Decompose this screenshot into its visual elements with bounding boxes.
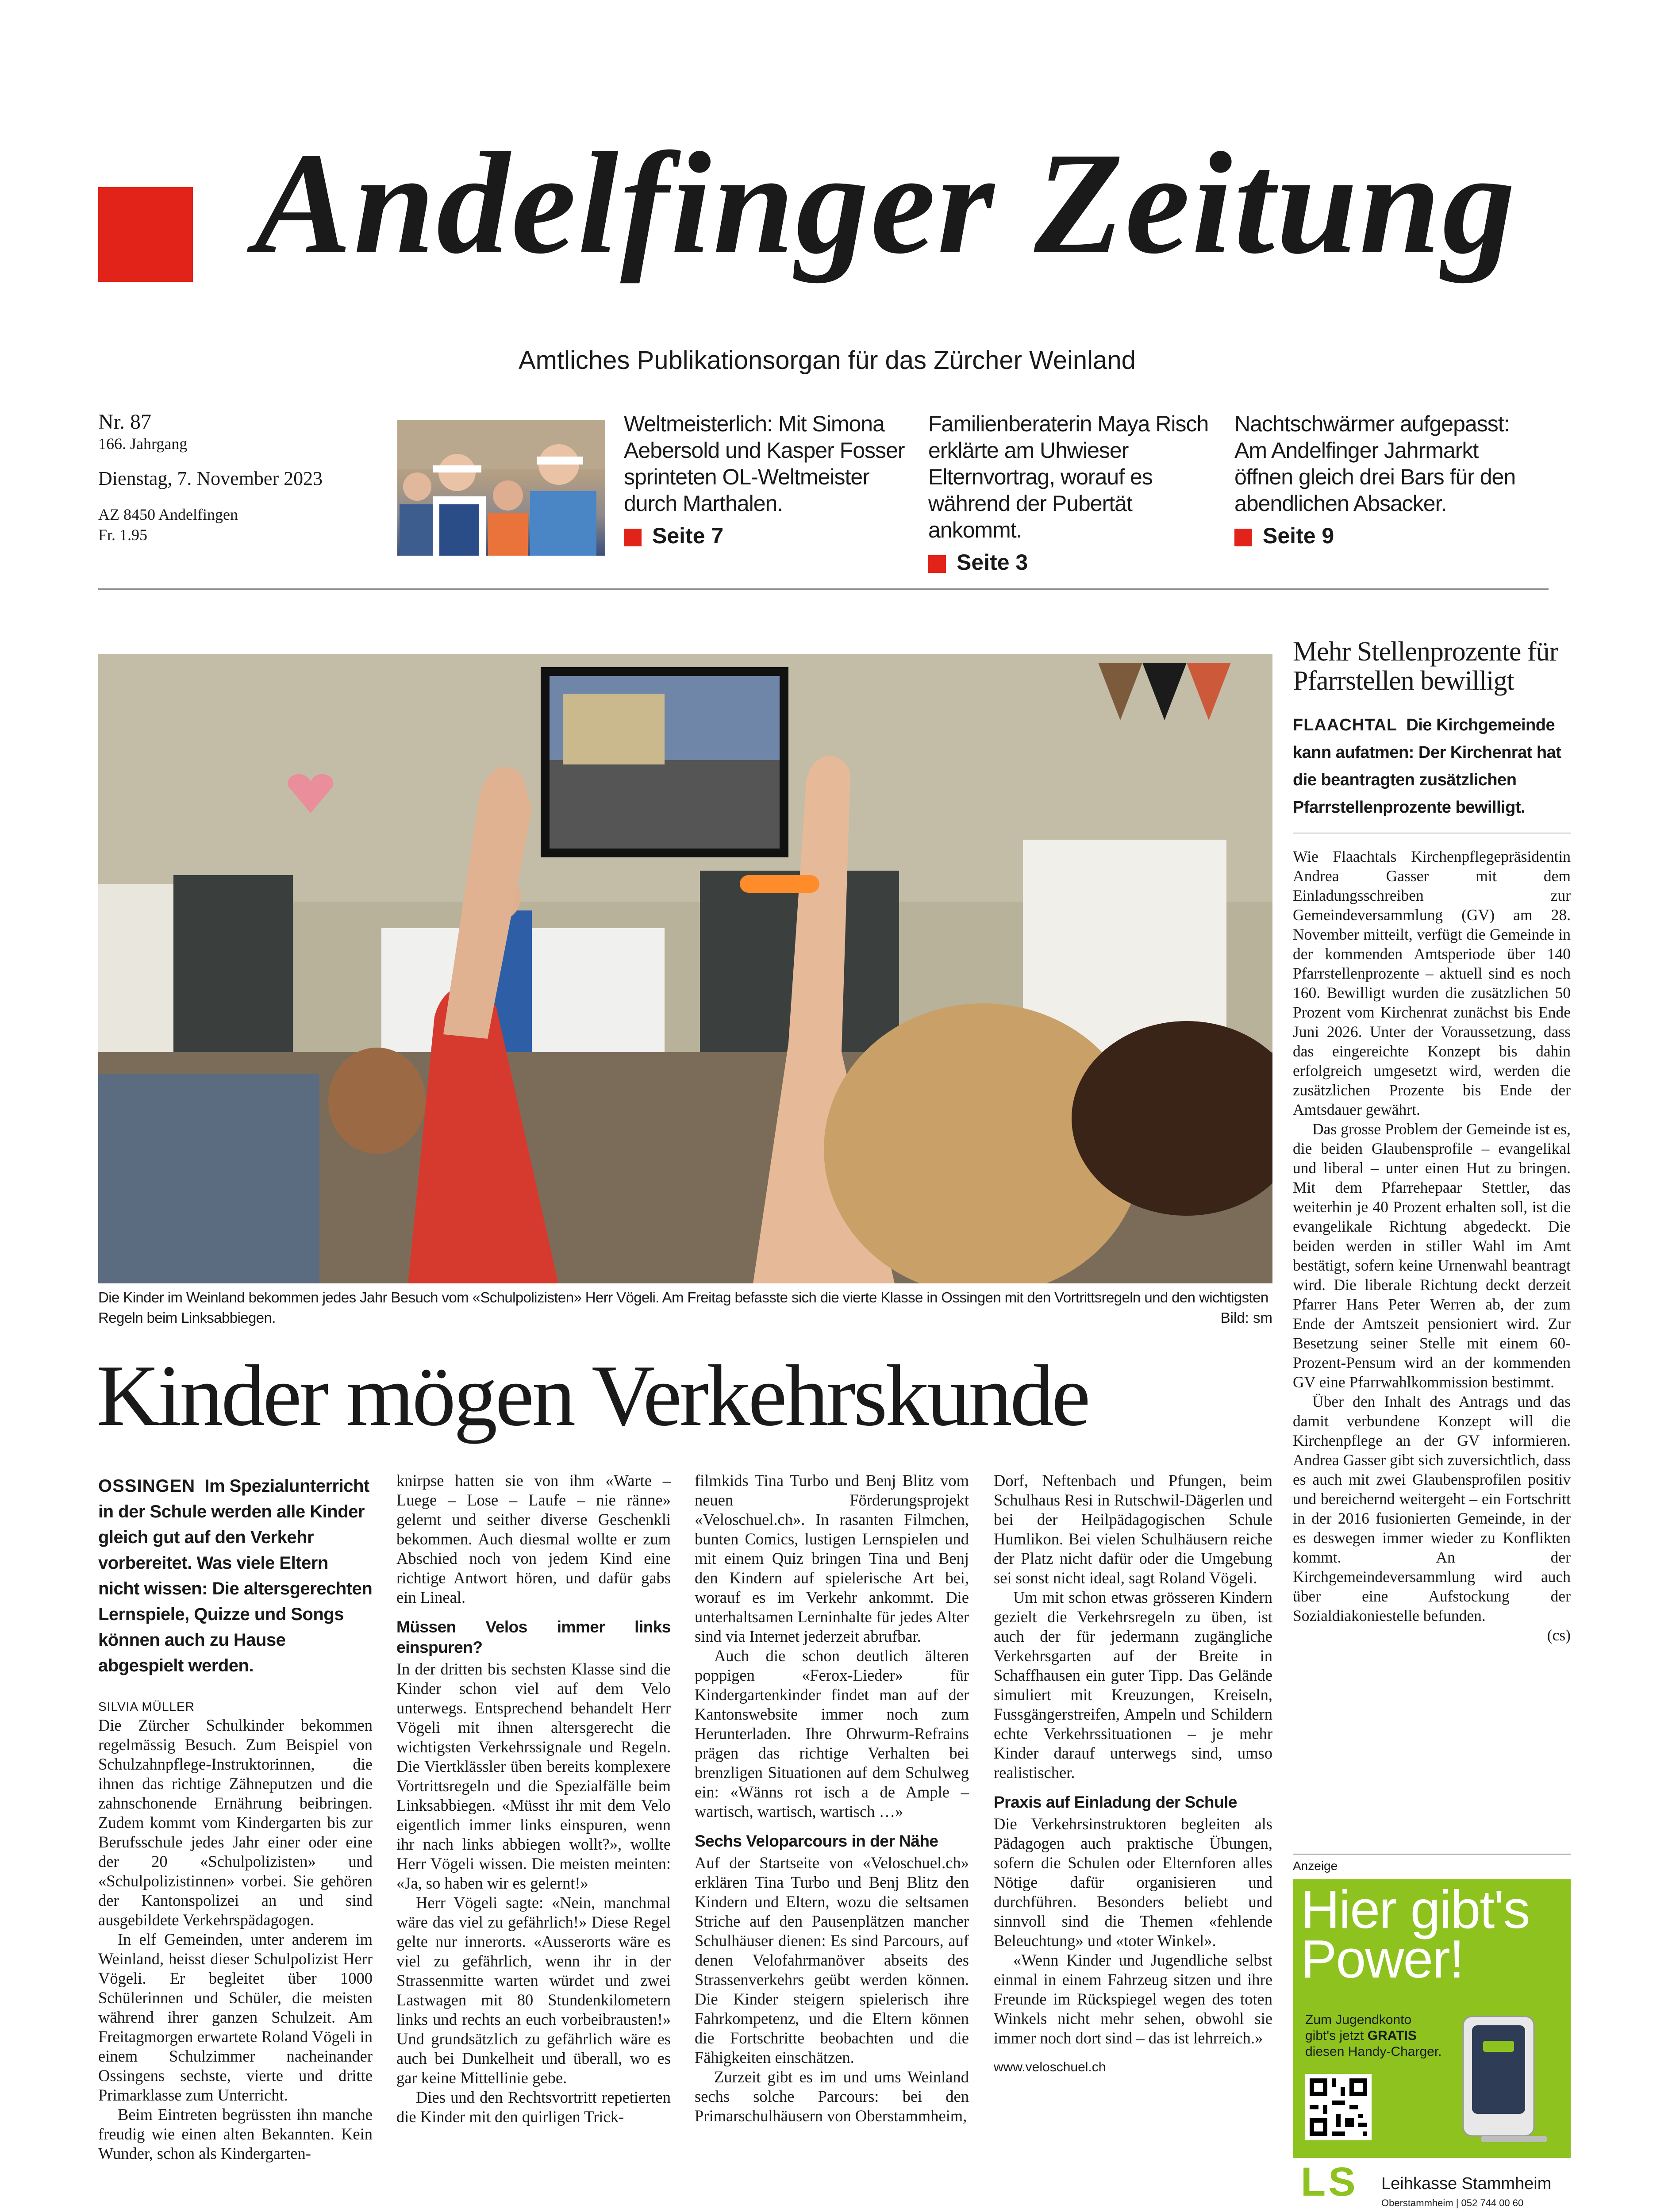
ad-headline-1: Hier gibt's xyxy=(1301,1879,1530,1939)
red-square-icon xyxy=(624,529,642,546)
main-dateline: OSSINGEN xyxy=(98,1476,196,1496)
main-subhead-2: Sechs Veloparcours in der Nähe xyxy=(695,1832,938,1850)
ad-divider xyxy=(1293,1854,1571,1855)
issue-date: Dienstag, 7. November 2023 xyxy=(98,468,323,489)
ad-text: Zum Jugendkonto gibt's jetzt GRATIS diesen Handy-Charger. xyxy=(1305,2012,1442,2059)
main-body-col-1: Die Zürcher Schulkinder bekommen regelmässig Besuch. Zum Beispiel von Schulzahnpflege-Instruktorinnen, die ihnen das richtige Zähneputzen und die zahnschonende Ernährung beibringen. Zudem kommt vom Kindergarten bis zur Berufsschule jedes Jahr einer oder eine der 20 «Schulpolizisten» und «Schulpolizistinnen» vorbei. Sie gehören der Kantonspolizei an und sind ausgebildete Verkehrspädagogen. In elf Gemeinden, unter anderem im Weinland, heisst dieser Schulpolizist Herr Vögeli. Er begleitet über 1000 Schülerinnen und Schüler, die meisten während ihrer ganzen Schulzeit. Am Freitagmorgen erwartete Roland Vögeli in einem Schulzimmer nacheinander Ossingens sechste, vierte und dritte Primarklasse zum Unterricht. Beim Eintreten begrüssten ihn manche freudig wie einen alten Bekannten. Kein Wunder, schon als Kindergarten- xyxy=(98,1716,373,2162)
side-body: Wie Flaachtals Kirchenpflegepräsidentin Andrea Gasser mit dem Einladungsschreiben zur Gemeindeversammlung (GV) am 28. November mitteilt, verfügt die Gemeinde in der kommenden Amtsperiode über 140 Pfarrstellenprozente – aktuell sind es noch 160. Bewilligt wurden die zusätzlichen 50 Prozent vom Kirchenrat zunächst bis Ende Juni 2026. Unter der Voraussetzung, dass das eingereichte Konzept bis dahin erfolgreich umgesetzt wird, werden die zusätzlichen Prozente bis Ende der Amtsdauer gewährt. Das grosse Problem der Gemeinde ist es, die beiden Glaubensprofile – evangelikal und liberal – unter einen Hut zu bringen. Mit dem Pfarrehepaar Stettler, das weiterhin je 40 Prozent erhalten soll, ist die evangelikale Richtung abgedeckt. Die beiden werden in stiller Wahl im Amt bestätigt, sofern keine Urnenwahl beantragt wird. Die liberale Richtung deckt derzeit Pfarrer Hans Peter Werren ab, der zum Ende der Amtszeit pensioniert wird. Zur Besetzung seiner Stelle mit einem 60-Prozent-Pensum wird an der kommenden GV eine Pfarrwahlkommission bestimmt. Über den Inhalt des Antrags und das damit verbundene Konzept will die Kirchenpflege an der GV informieren. Andrea Gasser gibt sich zuversichtlich, dass es auch mit zwei Glaubensprofilen positiv und bereichernd weitergeht – ein Fortschritt in der 2016 fusionierten Gemeinde, in der es deswegen immer wieder zu Konflikten kommt. An der Kirchgemeindeversammlung wird auch über eine Aufstockung der Sozialdiakoniestelle befunden. (cs) xyxy=(1293,848,1571,1644)
qr-code-icon[interactable] xyxy=(1305,2074,1372,2140)
teaser-3-text: Nachtschwärmer aufgepasst: Am Andelfinger Jahrmarkt öffnen gleich drei Bars für den abendlichen Absacker. xyxy=(1234,411,1516,516)
issue-address: AZ 8450 Andelfingen xyxy=(98,506,238,523)
teaser-2-page-link[interactable]: Seite 3 xyxy=(928,549,1211,575)
issue-price: Fr. 1.95 xyxy=(98,526,148,544)
ad-bank-logo: LS xyxy=(1301,2159,1358,2204)
teaser-2-text: Familienberaterin Maya Risch erklärte am Uhwieser Elternvortrag, worauf es während der Pubertät ankommt. xyxy=(928,411,1209,542)
teaser-1[interactable] xyxy=(624,411,907,549)
teaser-1-page-link[interactable]: Seite 7 xyxy=(624,523,907,549)
photo-credit: Bild: sm xyxy=(1220,1310,1272,1326)
side-dateline: FLAACHTAL xyxy=(1293,716,1398,734)
main-subhead-1: Müssen Velos immer links einspuren? xyxy=(396,1618,671,1656)
teaser-2[interactable] xyxy=(928,411,1211,575)
side-headline: Mehr Stellenprozente für Pfarrstellen bewilligt xyxy=(1293,637,1558,696)
ad-bank-contact: Oberstammheim | 052 744 00 60 xyxy=(1381,2197,1524,2208)
issue-info xyxy=(98,411,373,545)
photo-caption: Die Kinder im Weinland bekommen jedes Jahr Besuch vom «Schulpolizisten» Herr Vögeli. Am Freitag befasste sich die vierte Klasse in Ossingen mit den Vortrittsregeln und den wichtigsten Regeln beim Linksabbiegen. xyxy=(98,1289,1268,1326)
main-author: SILVIA MÜLLER xyxy=(98,1700,195,1713)
main-lead: OSSINGEN Im Spezialunterricht in der Schule werden alle Kinder gleich gut auf den Verkehr vorbereitet. Was viele Eltern nicht wissen: Die altersgerechten Lernspiele, Quizze und Songs können auch zu Hause abgespielt werden. xyxy=(98,1476,373,1675)
veloschuel-link[interactable]: www.veloschuel.ch xyxy=(994,2060,1106,2074)
brand-square xyxy=(98,187,193,282)
main-body-col-4: Dorf, Neftenbach und Pfungen, beim Schulhaus Resi in Rutschwil-Dägerlen und bei der Heilpädagogischen Schule Humlikon. Bei vielen Schulhäusern reiche der Platz nicht dafür oder die Umgebung sei sonst nicht ideal, sagt Roland Vögeli. Um mit schon etwas grösseren Kindern gezielt die Verkehrsregeln zu üben, ist auch der für jedermann zugängliche Verkehrsgarten auf der Breite in Schaffhausen ein guter Tipp. Das Gelände simuliert mit Kreuzungen, Kreiseln, Fussgängerstreifen, Ampeln und Schildern echte Verkehrssituationen – je mehr Kinder darauf unterwegs sind, umso realistischer. Praxis auf Einladung der Schule Die Verkehrsinstruktoren begleiten als Pädagogen auch praktische Übungen, sofern die Schulen oder Elternforen alles Nötige dafür organisieren und durchführen. Besonders beliebt und sinnvoll sind die Themen «fehlende Beleuchtung» und «toter Winkel». «Wenn Kinder und Jugendliche selbst einmal in einem Fahrzeug sitzen und ihre Freunde im Rückspiegel wegen des toten Winkels nicht mehr sehen, obwohl sie immer noch dort sind – das ist lehrreich.» www.veloschuel.ch xyxy=(994,1471,1272,2077)
red-square-icon xyxy=(1234,529,1252,546)
issue-year: 166. Jahrgang xyxy=(98,435,188,453)
ad-headline-2: Power! xyxy=(1301,1929,1464,1989)
main-body-col-3: filmkids Tina Turbo und Benj Blitz vom neuen Förderungsprojekt «Veloschuel.ch». In rasanten Filmchen, bunten Comics, lustigen Lernspielen und mit einem Quiz bringen Tina und Benj den Kindern auf spielerische Art bei, worauf es im Verkehr ankommt. Die unterhaltsamen Lerninhalte für jedes Alter sind via Internet jederzeit abrufbar. Auch die schon deutlich älteren poppigen «Ferox-Lieder» für Kindergartenkinder findet man auf der Kantonswebsite immer noch zum Herunterladen. Ihre Ohrwurm-Refrains prägen das richtige Verhalten bei brenzligen Situationen auf dem Schulweg ein: «Wänns rot isch a de Ample – wartisch, wartisch, wartisch …» Sechs Veloparcours in der Nähe Auf der Startseite von «Veloschuel.ch» erklären Tina Turbo und Benj Blitz den Kindern und Eltern, wozu die seltsamen Striche auf den Pausenplätzen mancher Schulhäuser dienen: Es sind Parcours, auf denen Velofahrmanöver abseits des Strassenverkehrs geübt werden können. Die Kinder steigern spielerisch ihre Fahrkompetenz, und die Eltern können die Fortschritte beobachten und die Fähigkeiten einschätzen. Zurzeit gibt es im und ums Weinland sechs solche Parcours: bei den Primarschulhäusern von Oberstammheim, xyxy=(695,1471,969,2125)
side-lead: FLAACHTAL Die Kirchgemeinde kann aufatmen: Der Kirchenrat hat die beantragten zusätzlichen Pfarrstellenprozente bewilligt. xyxy=(1293,716,1561,817)
main-body-col-2: knirpse hatten sie von ihm «Warte – Luege – Lose – Laufe – nie ränne» gelernt und seither diverse Geschenkli bekommen. Auch diesmal wollte er zum Abschied noch von jedem Kind eine richtige Antwort hören, und dafür gabs ein Lineal. Müssen Velos immer links einspuren? In der dritten bis sechsten Klasse sind die Kinder schon viel auf dem Velo unterwegs. Entsprechend behandelt Herr Vögeli mit ihnen altersgerecht die wichtigsten Verkehrssignale und Regeln. Die Viertklässler üben bereits komplexere Vortrittsregeln und die Spezialfälle beim Linksabbiegen. «Müsst ihr mit dem Velo eigentlich immer links einspuren, wenn ihr nach links abbiegen wollt?», wollte Herr Vögeli wissen. Die meisten meinten: «Ja, so haben wir es gelernt!» Herr Vögeli sagte: «Nein, manchmal wäre das viel zu gefährlich!» Diese Regel gelte nur innerorts. «Ausserorts wäre es viel zu gefährlich, wenn ihr in der Strassenmitte warten würdet und zwei Lastwagen mit 80 Stundenkilometern links und rechts an euch vorbeibrausten!» Und grundsätzlich zu gefährlich wäre es auch bei Dunkelheit und überall, wo es gar keine Mittellinie gebe. Dies und den Rechtsvortritt repetierten die Kinder mit den quirligen Trick- xyxy=(396,1471,671,2126)
teaser-3-page-link[interactable]: Seite 9 xyxy=(1234,523,1535,549)
teaser-3[interactable] xyxy=(1234,411,1535,549)
powerbank-image xyxy=(1454,2008,1552,2154)
ad-bank-name: Leihkasse Stammheim xyxy=(1381,2174,1552,2193)
main-col-1 xyxy=(98,1473,373,2163)
ad-footer xyxy=(1293,2158,1571,2212)
red-square-icon xyxy=(928,555,946,573)
issue-number: Nr. 87 xyxy=(98,410,151,434)
main-headline: Kinder mögen Verkehrskunde xyxy=(96,1347,1088,1444)
masthead-title: Andelfinger Zeitung xyxy=(254,123,1517,284)
teaser-photo[interactable] xyxy=(397,420,605,556)
teaser-1-text: Weltmeisterlich: Mit Simona Aebersold und Kasper Fosser sprinteten OL-Weltmeister durch Marthalen. xyxy=(624,411,905,516)
side-author: (cs) xyxy=(1547,1626,1571,1644)
masthead-subtitle: Amtliches Publikationsorgan für das Zürcher Weinland xyxy=(519,346,1136,375)
ad-box[interactable] xyxy=(1293,1879,1571,2212)
main-subhead-3: Praxis auf Einladung der Schule xyxy=(994,1793,1237,1811)
main-photo[interactable] xyxy=(98,654,1272,1283)
ad-label: Anzeige xyxy=(1293,1859,1338,1873)
side-article xyxy=(1293,637,1571,1645)
header-divider xyxy=(98,588,1549,590)
